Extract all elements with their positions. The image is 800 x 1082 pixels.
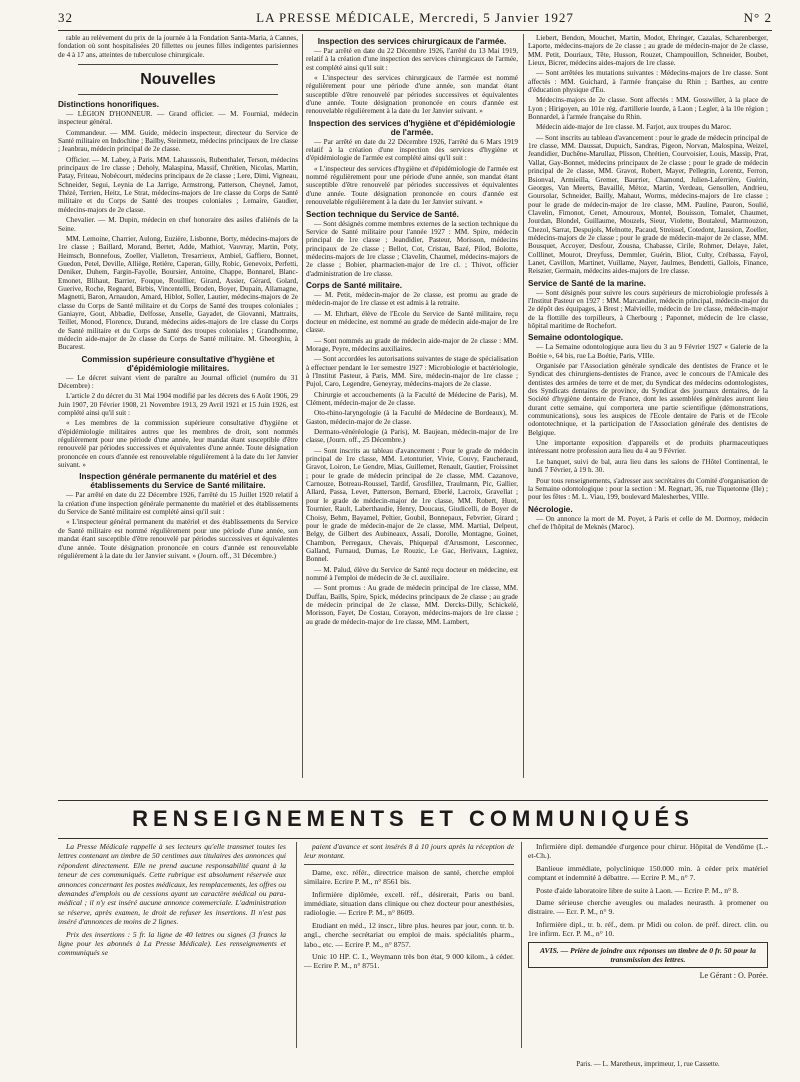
classified-ad: Infirmière dipl., tr. b. réf., dem. pr Midi ou colon. de préf. direct. clin. ou 1re infirm. Ecr. P. M., n° 10. (528, 919, 768, 939)
paragraph: La Presse Médicale rappelle à ses lecteurs qu'elle transmet toutes les lettres contenant un timbre de 50 centimes aux titulaires des annonces qui répondent directement. Elle ne prend aucune responsabilité quant à la teneur de ces communiqués. Cette rubrique est absolument réservée aux annonces concernant les postes médicaux, les remplacements, les offres ou demandes d'emplois ou de cessions ayant un caractère médical ou para-médical ; il n'y est inséré aucune annonce commerciale. L'administration se réserve, après examen, le droit de refuser les insertions. Il n'est pas inséré d'annonces de moins de 2 lignes. (58, 842, 286, 927)
issue-number: N° 2 (743, 10, 772, 25)
news-heading: Inspection des services chirurgicaux de l'armée. (317, 37, 507, 46)
avis-notice: AVIS. — Prière de joindre aux réponses un timbre de 0 fr. 50 pour la transmission des lettres. (528, 942, 768, 969)
paragraph: Liebert, Bendon, Mouchet, Martin, Modot, Ehringer, Cazalas, Scharenberger, Laporte, médecins-majors de 2e classe ; au grade de médecin-major de 2e classe, MM. Petit, Douriaux, Tête, Husson, Rouzet, Champouillon, Schneider, Boubet, Lieux, Bicrer, médecins aides-majors de 1re classe. (528, 34, 768, 68)
paragraph: Commandeur. — MM. Guide, médecin inspecteur, directeur du Service de Santé militaire en Indochine ; Bailby, Steinmetz, médecins principaux de 1re classe ; Jeanbrau, médecin principal de 2e classe. (58, 128, 298, 154)
paragraph: — M. Palud, élève du Service de Santé reçu docteur en médecine, est nommé à l'emploi de médecin de 3e cl. auxiliaire. (306, 565, 518, 582)
news-heading: Service de Santé de la marine. (528, 278, 646, 288)
classified-ad: Infirmière diplômée, excell. réf., désirerait, Paris ou banl. immédiate, situation dans clinique ou chez docteur pour anesthésies, radiologie. — Ecrire P. M., n° 8609. (304, 889, 514, 918)
paragraph: — Par arrêté en date du 22 Décembre 1926, l'arrêté du 13 Mai 1919, relatif à la création d'une inspection des services chirurgicaux de l'armée, est complété ainsi qu'il suit : (306, 47, 518, 72)
paragraph: « Les membres de la commission supérieure consultative d'hygiène et d'épidémiologie militaires autres que les membres de droit, sont nommés régulièrement pour une période d'une année, leur mandat étant susceptible d'être renouvelé par périodes successives et équivalentes d'une année. Toute désignation prononcée en cours d'année est renouvelable régulièrement à la date du 1er Janvier suivant. » (58, 419, 298, 470)
classifieds-column-2 (304, 842, 514, 1048)
paragraph: — Le décret suivant vient de paraître au Journal officiel (numéro du 31 Décembre) : (58, 373, 298, 390)
classifieds-column-3 (528, 842, 768, 1048)
paragraph: — Sont arrêtées les mutations suivantes : Médecins-majors de 1re classe. Sont affectés : MM. Guichard, à l'armée française du Rhin ; Barthes, au centre d'éducation physique d'Eu. (528, 69, 768, 95)
column-2 (306, 34, 518, 778)
classified-ad: Dame, exc. référ., directrice maison de santé, cherche emploi similaire. Ecrire P. M., n° 8561 bis. (304, 867, 514, 887)
banner-rule-top (58, 800, 768, 801)
news-heading: Inspection générale permanente du matériel et des établissements du Service de Santé militaire. (79, 472, 277, 491)
divider (304, 864, 514, 865)
paragraph: — LÉGION D'HONNEUR. — Grand officier. — M. Fournial, médecin inspecteur général. (58, 110, 298, 127)
column-divider (302, 34, 303, 778)
section-rubric: Nouvelles (140, 71, 216, 89)
banner-rule-bottom (58, 838, 768, 839)
paragraph: — M. Ehrhart, élève de l'Ecole du Service de Santé militaire, reçu docteur en médecine, est nommé au grade de médecin aide-major de 1re classe. (306, 309, 518, 335)
paragraph: Dermato-vénéréologie (à Paris), M. Baujean, médecin-major de 1re classe, (Journ. off., 25 Décembre.) (306, 428, 518, 445)
paragraph: L'article 2 du décret du 31 Mai 1904 modifié par les décrets des 6 Août 1906, 29 Juin 1907, 20 Février 1908, 21 Novembre 1913, 29 Avril 1921 et 15 Juin 1926, est complété ainsi qu'il suit : (58, 392, 298, 418)
paragraph: Organisée par l'Association générale syndicale des dentistes de France et le Syndicat des chirurgiens-dentistes de France, avec le concours de l'Amicale des dentistes des armées de terre et de mer, du Syndicat des médecins odontologistes, des Syndicats dentaires de province, du Syndicat des journaux dentaires, de la Société d'hygiène dentaire de France, dont les assemblées générales auront lieu durant cette semaine, qui comportera une partie scientifique (démonstrations, communications), sous les auspices de l'Ecole dentaire de Paris et de l'Ecole odontotechnique, et la participation de l'Association générale des dentistes de Belgique. (528, 362, 768, 437)
classifieds-notice (58, 842, 286, 1048)
paragraph: Chevalier. — M. Dupin, médecin en chef honoraire des asiles d'aliénés de la Seine. (58, 216, 298, 233)
paragraph: Oto-rhino-laryngologie (à la Faculté de Médecine de Bordeaux), M. Gaston, médecin-major de 2e classe. (306, 409, 518, 426)
classified-ad: Infirmière dipl. demandée d'urgence pour chirur. Hôpital de Vendôme (L.-et-Ch.). (528, 842, 768, 861)
printer-line: Paris. — L. Maretheux, imprimeur, 1, rue Cassette. (576, 1060, 720, 1068)
paragraph: paient d'avance et sont insérés 8 à 10 jours après la réception de leur montant. (304, 842, 514, 861)
divider (78, 64, 278, 65)
page-number: 32 (58, 10, 73, 25)
masthead-title: LA PRESSE MÉDICALE, Mercredi, 5 Janvier 1927 (256, 10, 574, 25)
paragraph: — M. Petit, médecin-major de 2e classe, est promu au grade de médecin-major de 1re classe et est admis à la retraite. (306, 290, 518, 308)
news-heading: Distinctions honorifiques. (58, 100, 159, 110)
news-heading: Nécrologie. (528, 504, 573, 514)
paragraph: Prix des insertions : 5 fr. la ligne de 40 lettres ou signes (3 francs la ligne pour les abonnés à La Presse Médicale). Les renseignements et communiqués se (58, 929, 286, 958)
paragraph: « L'inspecteur des services d'hygiène et d'épidémiologie de l'armée est nommé régulièrement pour une période d'une année, son mandat étant susceptible d'être renouvelé par périodes successives et équivalentes d'une année. Toute désignation prononcée en cours d'année est renouvelable régulièrement à la date du 1er Janvier suivant. » (306, 164, 518, 207)
news-heading: Inspection des services d'hygiène et d'épidémiologie de l'armée. (308, 118, 516, 137)
paragraph: Médecins-majors de 2e classe. Sont affectés : MM. Gosswiller, à la place de Lyon ; Hirigoyen, au 101e rég. d'artillerie lourde, à Laon ; Legler, à la 10e région ; Bonnardel, à l'armée française du Rhin. (528, 96, 768, 122)
news-heading: Semaine odontologique. (528, 333, 624, 343)
classified-ad: Etudiant en méd., 12 inscr., libre plus. heures par jour, conn. tr. b. angl., cherche secrétariat ou emploi de mais. spécialités pharm., labo., etc. — Ecrire P. M., n° 8757. (304, 920, 514, 949)
paragraph: Une importante exposition d'appareils et de produits pharmaceutiques intéressant notre profession aura lieu du 4 au 9 Février. (528, 439, 768, 456)
classified-ad: Dame sérieuse cherche aveugles ou malades neurasth. à promener ou distraire. — Ecr. P. M., n° 9. (528, 898, 768, 917)
paragraph: — Sont nommés au grade de médecin aide-major de 2e classe : MM. Morage, Peyre, médecins auxiliaires. (306, 336, 518, 353)
paragraph: — Sont désignés pour suivre les cours supérieurs de microbiologie professés à l'Institut Pasteur en 1927 : MM. Marcandier, médecin principal, médecin-major du 2e dépôt des équipages, à Brest ; Malvieille, médecin de 1re classe, médecin-major de la flottille des torpilleurs, à Cherbourg ; Paponnet, médecin de 1re classe, hôpital maritime de Rochefort. (528, 288, 768, 330)
paragraph: rable au relèvement du prix de la journée à la Fondation Santa-Maria, à Cannes, fondation où sont hospitalisées 20 fillettes ou jeunes filles indigentes parisiennes de 4 à 17 ans, atteintes de tuberculose chirurgicale. (58, 34, 298, 59)
paragraph: — Par arrêté en date du 22 Décembre 1926, l'arrêté du 6 Mars 1919 relatif à la création d'une inspection des services d'hygiène et d'épidémiologie de l'armée est complété ainsi qu'il suit : (306, 137, 518, 163)
page-header (58, 8, 772, 31)
news-heading: Commission supérieure consultative d'hygiène et d'épidémiologie militaires. (81, 354, 275, 373)
paragraph: Chirurgie et accouchements (à la Faculté de Médecine de Paris), M. Clément, médecin-major de 2e classe. (306, 390, 518, 408)
paragraph: — On annonce la mort de M. Poyet, à Paris et celle de M. Dormoy, médecin chef de l'hôpital de Meknès (Maroc). (528, 514, 768, 531)
classifieds-banner: RENSEIGNEMENTS ET COMMUNIQUÉS (132, 806, 694, 831)
paragraph: « L'inspecteur général permanent du matériel et des établissements du Service de Santé militaire est nommé régulièrement pour une période d'une année, son mandat étant susceptible d'être renouvelé par périodes successives et équivalentes d'une année. Toute désignation prononcée en cours d'année est renouvelable régulièrement à la date du 1er Janvier suivant. » (Journ. off., 31 Décembre.) (58, 518, 298, 560)
gerant-signature: Le Gérant : O. Porée. (699, 971, 768, 981)
classified-ad: Unic 10 HP. C. I., Weymann très bon état, 9 000 kilom., à céder. — Ecrire P. M., n° 8751. (304, 952, 514, 971)
column-divider (523, 34, 524, 778)
column-3 (528, 34, 768, 778)
classified-ad: Poste d'aide laboratoire libre de suite à Laon. — Ecrire P. M., n° 8. (536, 885, 739, 895)
column-divider (296, 842, 297, 1048)
paragraph: — Par arrêté en date du 22 Décembre 1926, l'arrêté du 15 Juillet 1920 relatif à la création d'une inspection générale permanente du matériel et des établissements du Service de Santé militaire est complété ainsi qu'il suit : (58, 491, 298, 517)
divider (78, 94, 278, 95)
paragraph: — Sont inscrits au tableau d'avancement : Pour le grade de médecin principal de 1re classe, MM. Letonturier, Vivie, Couvy, Faucheraud, Gravot, Loiron, Le Gendre, Mias, Guillemet, Renault, Gautier, Froissinet ; pour le grade de médecin principal de 2e classe, MM. Cazanove, Carnouze, Botreau-Roussel, Tardif, Grosfillez, Traulmann, Pic, Gallier, Allard, Passa, Levet, Patterson, Bernard, Eberlé, Lacroix, Gravellat ; pour le grade de médecin-major de 1re classe, MM. Robert, Huot, Tournier, Rault, Laberthaudie, Henry, Doucaus, Giudicelli, de Boyer de Choisy, Behm, Bayamel, Peltier, Goubil, Bonnepaux, Febvrier, Girard ; pour le grade de médecin-major de 2e classe, MM. Martial, Delpeut, Belgy, de Gilbert des Aubineaux, Assali, Dorolle, Montagne, Goinet, Chambon, Perregaux, Chevais, Phiquepal d'Arusmont, Lesconnec, Galland, Furnaud, Dumas, Le Rouzic, Le Gac, Herivaux, Lagniez, Bonnel. (306, 446, 518, 564)
paragraph: Le banquet, suivi de bal, aura lieu dans les salons de l'Hôtel Continental, le lundi 7 Février, à 19 h. 30. (528, 457, 768, 475)
column-1 (58, 34, 298, 778)
paragraph: MM. Lemoine, Charrier, Aulong, Euzière, Lisbonne, Borty, médecins-majors de 1re classe ; Baillard, Morand, Bertet, Adde, Mathiot, Vauvray, Martin, Poty, Heimsch, Bonnefous, Zoeller, Vialleton, Tresarrieux, Ambiel, Gaffiero, Bonnet, Guedon, Petel, Deville, Alliège, Retière, Caperan, Gilly, Robic, Genevoix, Perfetti, Deniker, Duhem, Fargin-Fayolle, Boursier, Antoine, Chappe, Bonnarel, Blanc-Emonet, Blihaut, Barrier, Fouque, Rouillier, Girard, Assier, Gérard, Golard, Guerive, Roche, Regnard, Birbis, Vincentelli, Broden, Boyer, Dupain, Allamagne, Magnetti, Baron, Arnaudon, Amard, Hiblot, Soller, Lautier, médecins-majors de 2e classe du Corps de Santé militaire et du Corps de Santé des troupes coloniales ; Ganiayre, Gout, Abbadie, Delfosse, Anselle, Gayadet, de Giovanni, Mattraits, Teillet, Monod, Florence, Durand, médecins aides-majors de 1re classe du Corps de Santé militaire et du Corps de Santé des troupes coloniales ; Grandhomme, médecin aide-major de 2e classe du Corps de Santé militaire. M. Gheorghiu, à Bucarest. (58, 234, 298, 352)
paragraph: — Sont accordées les autorisations suivantes de stage de spécialisation à effectuer pendant le 1er semestre 1927 : Microbiologie et bactériologie, à l'Institut Pasteur, à Paris, MM. Sire, médecin-major de 1re classe ; Pujol, Caro, Legendre, Geneyray, médecins-majors de 2e classe. (306, 355, 518, 389)
paragraph: Médecin aide-major de 1re classe. M. Farjot, aux troupes du Maroc. (536, 123, 732, 132)
paragraph: — Sont promus : Au grade de médecin principal de 1re classe, MM. Duffau, Baills, Spire, Spick, médecins principaux de 2e classe ; au grade de médecin principal de 2e classe, MM. Dercks-Dilly, Schickelé, Morisson, Fayet, De Costau, Corayon, médecins-majors de 1re classe ; au grade de médecin-major de 1re classe, MM. Lambert, (306, 584, 518, 626)
paragraph: — Sont désignés comme membres externes de la section technique du Service de Santé militaire pour l'année 1927 : MM. Spire, médecin principal de 1re classe ; Jeandidier, Pasteur, Morisson, médecins principaux de 2e classe ; Bellot, Cot, Cristau, Bazé, Pilod, Bolotte, médecins-majors de 1re classe ; Clavelin, Chaumel, médecins-majors de 2e classe ; Bobier, pharmacien-major de 1re cl. ; Thivot, officier d'administration de 1re classe. (306, 219, 518, 278)
paragraph: Pour tous renseignements, s'adresser aux secrétaires du Comité d'organisation de la Semaine odontologique : pour la section : M. Regnart, 36, rue Tiquetonne (IIe) ; pour les fêtes : M. L. Viau, 199, boulevard Malesherbes, VIIIe. (528, 476, 768, 502)
paragraph: Officier. — M. Labey, à Paris. MM. Lahaussois, Rubenthaler, Terson, médecins principaux de 1re classe ; Deholy, Malaspina, Massif, Chrétien, Nicolas, Martin, Patay, Friteau, Nobécourt, médecins principaux de 2e classe ; Lere, Dimi, Vigneau, Schneider, Segui, Leynia de La Jarrige, Armstrong, Patterson, Cheynel, Jamot, Thézé, Terrien, Heitz, Le Strat, médecins-majors de 1re classe du Corps de Santé militaire et du Corps de Santé des troupes coloniales ; Lemaire, Gaudier, médecins-majors de 2e classe. (58, 155, 298, 214)
news-heading: Section technique du Service de Santé. (306, 209, 459, 219)
paragraph: — La Semaine odontologique aura lieu du 3 au 9 Février 1927 « Galerie de la Boétie », 64 bis, rue La Boétie, Paris, VIIIe. (528, 343, 768, 360)
classified-ad: Banlieue immédiate, polyclinique 150.000 min. à céder prix matériel comptant et indemnité à débattre. — Ecrire P. M., n° 7. (528, 863, 768, 883)
paragraph: « L'inspecteur des services chirurgicaux de l'armée est nommé régulièrement pour une période d'une année, son mandat étant susceptible d'être renouvelé par périodes successives et équivalentes d'une année. Toute désignation prononcée en cours d'année est renouvelable régulièrement à la date du 1er Janvier suivant. » (306, 74, 518, 116)
news-heading: Corps de Santé militaire. (306, 280, 403, 290)
paragraph: — Sont inscrits au tableau d'avancement : pour le grade de médecin principal de 1re classe, MM. Daussat, Dupuich, Sandras, Pigeon, Norvan, Malospina, Weizel, Jeandidier, Duchêne-Marullaz, Plisson, Chrétien, Courvoisier, Louis, Massip, Prat, Vallat, Gay-Bonnet, médecins principaux de 2e classe ; pour le grade de médecin principal de 2e classe, MM. Gravot, Robert, Mayer, Pellegrin, Lorentz, Ferron, Bsionval, Armieilla, Gremer, Baurrier, Chamond, Julien-Laferrière, Guérin, Georges, Van Meerts, Bavaillé, Métoz, Martin, Verdeau, Gensollen, Andrieu, Goursolar, Schneider, Bailly, Mahaut, Worms, médecins-majors de 1re classe ; pour le grade de médecin-major de 1re classe, MM. Pauline, Pauron, Soulié, Clavelin, Fimonot, Cenet, Amouroux, Montel, Bouisson, Tomalet, Chaumet, Jourdan, Blondel, Guillaume, Mouzels, Sieur, Violette, Boutaleul, Marmouzon, Chezol, Sarrat, Despujols, Melnotte, Pacaud, Streissel, Cotedont, Jaussion, Zoeller, médecins-majors de 2e classe ; pour le grade de médecin-major de 2e classe, MM. Bousquet, Accoyer, Desfour, Zousna, Chabasse, Cirile, Rohmer, Delaye, Jalet, Colllinet, Mourot, Dreyfuss, Demmler, Guérin, Bliot, Culty, Crébassa, Fayol, Lanet, Cavillon, Martinet, Vuillame, Nayer, Jaulmes, Bendetti, Gallois, Finance, Reiszier, Germain, médecins aides-majors de 1re classe. (528, 133, 768, 276)
column-divider (521, 842, 522, 1048)
